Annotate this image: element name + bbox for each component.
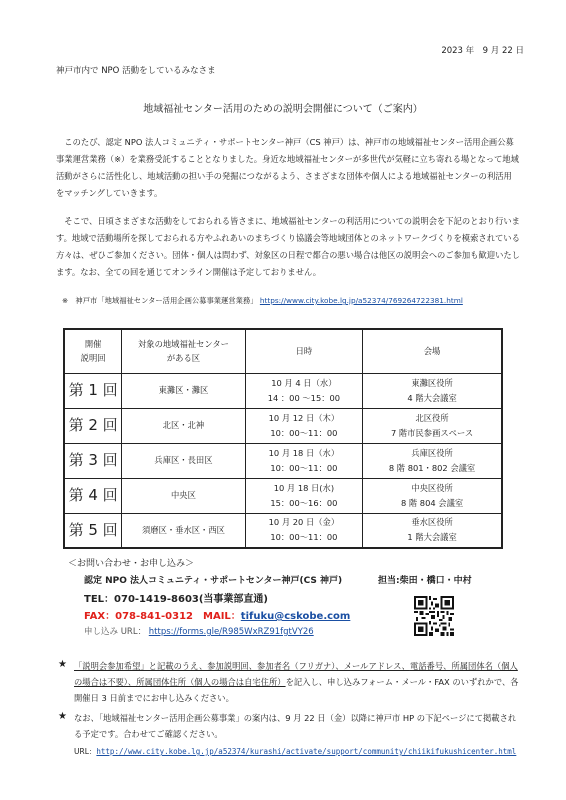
session-number: 第 2 回 — [64, 408, 122, 443]
form-url-label: 申し込み URL： — [84, 627, 147, 637]
table-row — [64, 408, 502, 443]
session-datetime: 10 月 20 日（金） 10：00～11：00 — [245, 513, 362, 548]
session-area: 須磨区・垂水区・西区 — [122, 513, 245, 548]
header-venue: 会場 — [363, 329, 502, 373]
contact-heading: ＜お問い合わせ・お申し込み＞ — [68, 559, 195, 569]
session-area: 東灘区・灘区 — [122, 373, 245, 408]
details-paragraph: そこで、日頃さまざまな活動をしておられる皆さまに、地域福祉センターの利活用についての説明会を下記のとおり行います。地域で活動場所を探しておられる方やふれあいのまちづくり協議会等地域団体とのネットワークづくりを模索されている方々は、ぜひご参加ください。団体・個人は問わず、対象区の日程で都合の悪い場合は他区の説明会へのご参加も歓迎いたします。なお、全ての回を通じてオンライン開催は予定しておりません。 — [56, 216, 520, 277]
session-venue: 中央区役所 8 階 804 会議室 — [363, 478, 502, 513]
table-header-row — [64, 329, 502, 373]
fax-and-mail — [84, 607, 350, 622]
table-row — [64, 478, 502, 513]
table-row — [64, 443, 502, 478]
website-url-link[interactable]: http://www.city.kobe.lg.jp/a52374/kurashi/activate/support/community/chiikifukushicenter.html — [96, 747, 517, 756]
session-number: 第 3 回 — [64, 443, 122, 478]
session-area: 北区・北神 — [122, 408, 245, 443]
website-url-line — [74, 746, 516, 757]
website-notice: なお、「地域福祉センター活用企画公募事業」の案内は、9 月 22 日（金）以降に神戸市 HP の下記ページにて掲載される予定です。合わせてご確認ください。 — [74, 713, 517, 739]
session-venue: 東灘区役所 4 階大会議室 — [363, 373, 502, 408]
instructions-rest: を記入し、申し込みフォーム・メール・FAX のいずれかで、各開催日 3 日前までにお申し込みください。 — [74, 677, 519, 703]
phone-number: TEL：070-1419-8603(当事業部直通) — [84, 594, 269, 605]
session-datetime: 10 月 4 日（水） 14 ：00 ～15：00 — [245, 373, 362, 408]
header-area: 対象の地域福祉センター がある区 — [122, 329, 245, 373]
reference-note-link[interactable]: https://www.city.kobe.lg.jp/a52374/769264722381.html — [259, 296, 463, 305]
table-row — [64, 373, 502, 408]
table-row — [64, 513, 502, 548]
form-url-link[interactable]: https://forms.gle/R985WxRZ91fgtVY26 — [148, 627, 314, 637]
reference-note-label: ※ 神戸市「地域福祉センター活用企画公募事業運営業務」 — [62, 296, 258, 305]
star-bullet-icon: ★ — [58, 711, 67, 722]
header-session: 開催 説明回 — [64, 329, 122, 373]
session-datetime: 10 月 12 日（木） 10：00～11：00 — [245, 408, 362, 443]
application-instructions — [74, 658, 524, 706]
organization-name: 認定 NPO 法人コミュニティ・サポートセンター神戸(CS 神戸) — [84, 576, 343, 586]
email-link[interactable]: tifuku@cskobe.com — [240, 611, 351, 622]
intro-paragraph: このたび、認定 NPO 法人コミュニティ・サポートセンター神戸（CS 神戸）は、神戸市の地域福祉センター活用企画公募事業運営業務（※）を業務受託することとなりました。身近な地域福祉センターが多世代が気軽に立ち寄れる場となって地域活動がさらに活性化し、地域活動の担い手の発掘につながるよう、さまざまな団体や個人による地域福祉センターの利活用をマッチングしていきます。 — [56, 137, 519, 198]
session-number: 第 4 回 — [64, 478, 122, 513]
session-number: 第 5 回 — [64, 513, 122, 548]
reference-note — [62, 296, 463, 306]
document-date: 2023 年 9 月 22 日 — [441, 46, 524, 56]
session-number: 第 1 回 — [64, 373, 122, 408]
greeting: 神戸市内で NPO 活動をしているみなさま — [56, 66, 216, 76]
fax-number: FAX：078-841-0312 MAIL： — [84, 611, 241, 622]
star-bullet-icon: ★ — [58, 659, 67, 670]
session-area: 中央区 — [122, 478, 245, 513]
qr-code-icon — [414, 596, 454, 636]
session-datetime: 10 月 18 日(水) 15：00～16：00 — [245, 478, 362, 513]
website-url-label: URL： — [74, 747, 97, 756]
session-venue: 垂水区役所 1 階大会議室 — [363, 513, 502, 548]
instructions-underlined-2: 電話番号、所属団体名（個人の場合は不要）、所属団体住所（個人の場合は自宅住所） — [74, 661, 518, 687]
form-url-line — [84, 625, 314, 637]
header-datetime: 日時 — [245, 329, 362, 373]
contact-persons: 担当:柴田・橋口・中村 — [378, 576, 472, 586]
schedule-table — [63, 328, 503, 549]
session-area: 兵庫区・長田区 — [122, 443, 245, 478]
document-title: 地域福祉センター活用のための説明会開催について（ご案内） — [143, 104, 423, 115]
instructions-underlined-1: 「説明会参加希望」と記載のうえ、参加説明回、参加者名（フリガナ）、メールアドレス、 — [74, 661, 410, 671]
session-venue: 北区役所 7 階市民参画スペース — [363, 408, 502, 443]
session-venue: 兵庫区役所 8 階 801・802 会議室 — [363, 443, 502, 478]
session-datetime: 10 月 18 日（水） 10：00～11：00 — [245, 443, 362, 478]
